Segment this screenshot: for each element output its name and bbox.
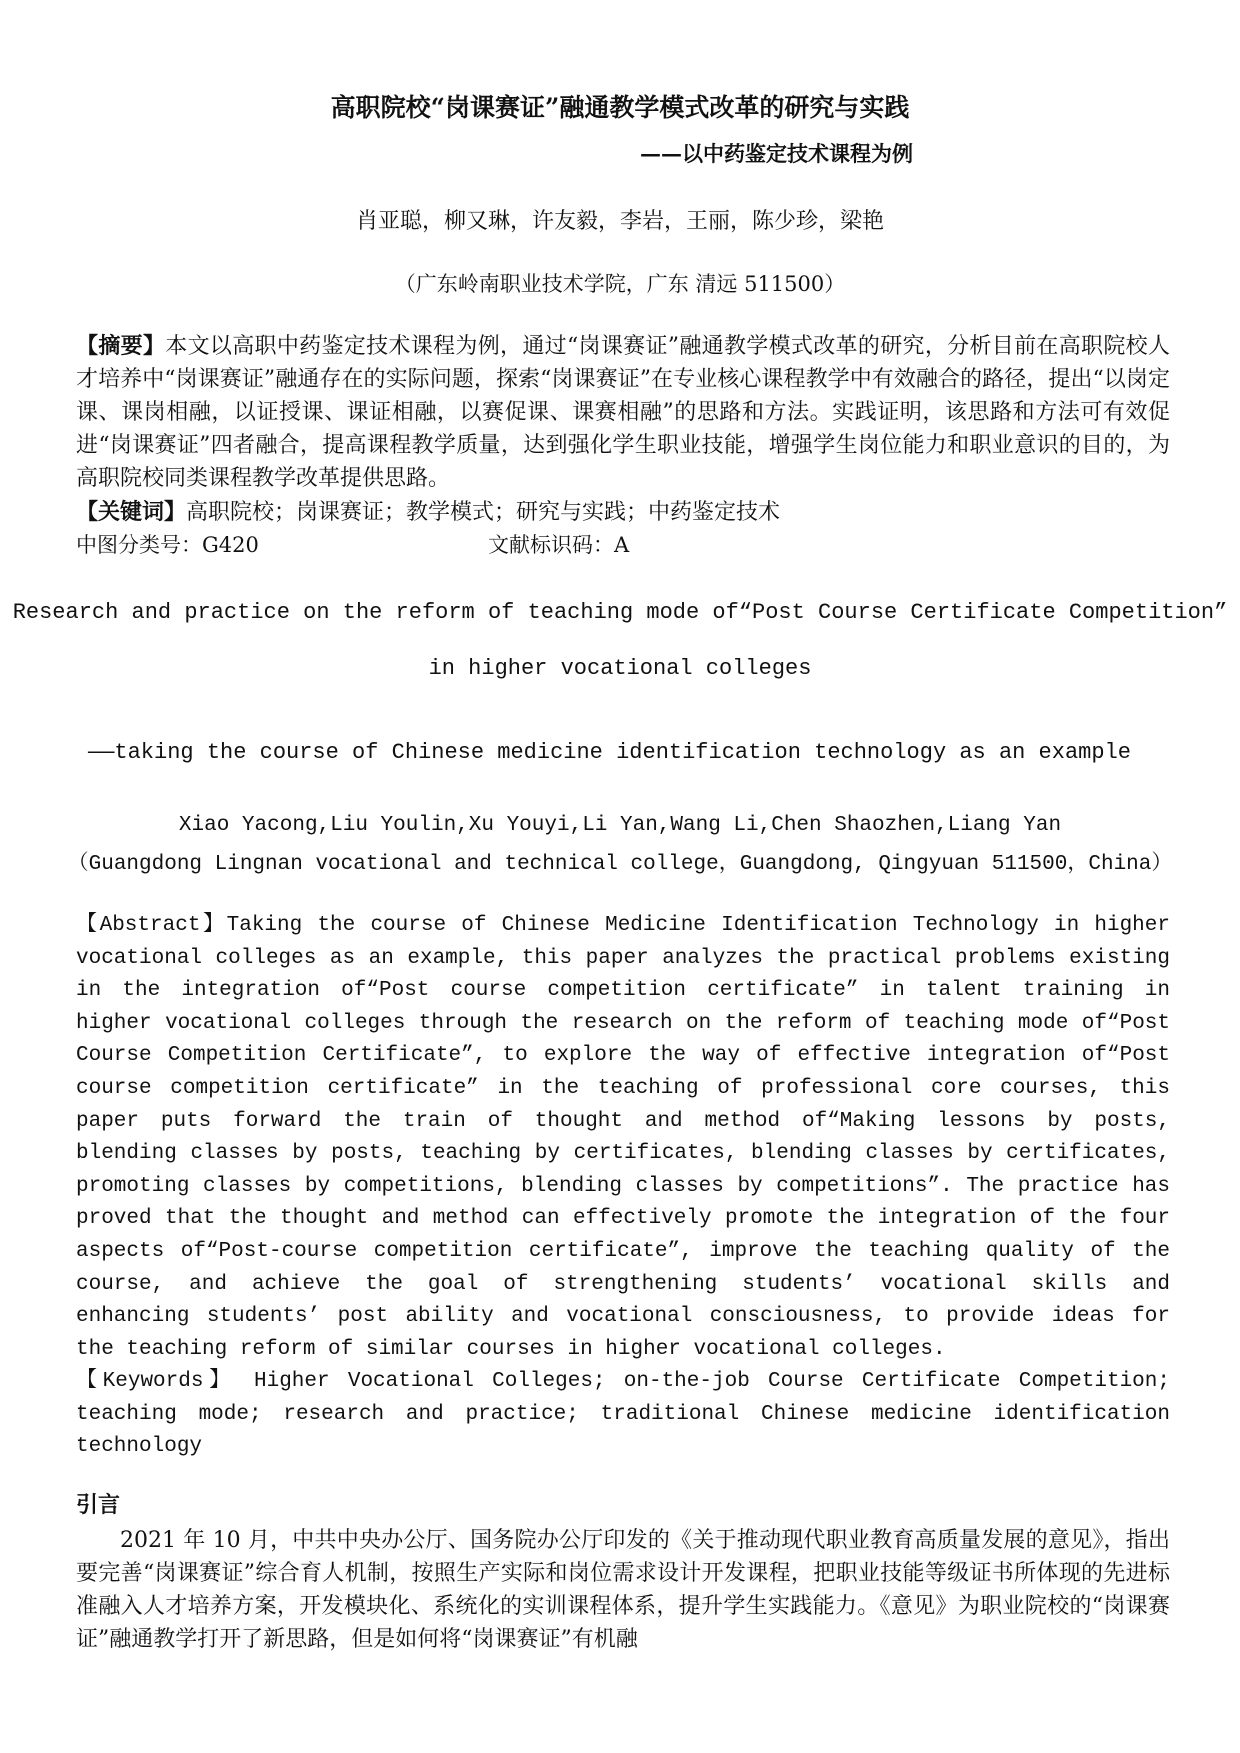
paper-subtitle: ——以中药鉴定技术课程为例 — [640, 141, 913, 166]
intro-paragraph: 2021 年 10 月，中共中央办公厅、国务院办公厅印发的《关于推动现代职业教育高质量发展的意见》，指出要完善“岗课赛证”综合育人机制，按照生产实际和岗位需求设计开发课程，把职业技能等级证书所体现的先进标准融入人才培养方案，开发模块化、系统化的实训课程体系，提升学生实践能力。《意见》为职业院校的“岗课赛证”融通教学打开了新思路，但是如何将“岗课赛证”有机融 — [76, 1528, 1170, 1652]
classification-number: 中图分类号：G420 — [76, 533, 259, 557]
abstract-cn — [76, 330, 1170, 495]
english-affiliation: （Guangdong Lingnan vocational and technical college，Guangdong, Qingyuan 511500，China） — [67, 853, 1173, 876]
keywords-en-text: Higher Vocational Colleges; on-the-job Course Certificate Competition; teaching mode; research and practice; traditional Chinese medicine identification technology — [76, 1370, 1170, 1459]
document-code: 文献标识码：A — [488, 533, 630, 557]
keywords-en — [76, 1366, 1170, 1464]
english-title-line-2: in higher vocational colleges — [428, 656, 812, 681]
author-list: 肖亚聪，柳又琳，许友毅，李岩，王丽，陈少珍，梁艳 — [355, 209, 884, 234]
english-author-list: Xiao Yacong,Liu Youlin,Xu Youyi,Li Yan,Wang Li,Chen Shaozhen,Liang Yan — [178, 814, 1062, 837]
keywords-cn — [76, 496, 1170, 529]
english-title-line-1: Research and practice on the reform of teaching mode of“Post Course Certificate Competition” — [12, 600, 1228, 625]
abstract-en-label: 【Abstract】 — [76, 914, 227, 937]
abstract-cn-text: 本文以高职中药鉴定技术课程为例，通过“岗课赛证”融通教学模式改革的研究，分析目前在高职院校人才培养中“岗课赛证”融通存在的实际问题，探索“岗课赛证”在专业核心课程教学中有效融合的路径，提出“以岗定课、课岗相融，以证授课、课证相融，以赛促课、课赛相融”的思路和方法。实践证明，该思路和方法可有效促进“岗课赛证”四者融合，提高课程教学质量，达到强化学生职业技能，增强学生岗位能力和职业意识的目的，为高职院校同类课程教学改革提供思路。 — [76, 334, 1170, 491]
affiliation: （广东岭南职业技术学院，广东 清远 511500） — [394, 272, 846, 296]
keywords-cn-text: 高职院校；岗课赛证；教学模式；研究与实践；中药鉴定技术 — [186, 500, 781, 525]
section-heading-intro: 引言 — [76, 1492, 121, 1518]
keywords-cn-label: 【关键词】 — [76, 499, 187, 525]
abstract-en-text: Taking the course of Chinese Medicine Identification Technology in higher vocational colleges as an example, this paper analyzes the practical problems existing in the integration of“Post course competition certificate” in talent training in higher vocational colleges through the research on the reform of teaching mode of“Post Course Competition Certificate”, to explore the way of effective integration of“Post course competition certificate” in the teaching of professional core courses, this paper puts forward the train of thought and method of“Making lessons by posts, blending classes by posts, teaching by certificates, blending classes by certificates, promoting classes by competitions, blending classes by competitions”. The practice has proved that the thought and method can effectively promote the integration of the four aspects of“Post-course competition certificate”, improve the teaching quality of the course, and achieve the goal of strengthening students’ vocational skills and enhancing students’ post ability and vocational consciousness, to provide ideas for the teaching reform of similar courses in higher vocational colleges. — [76, 914, 1170, 1361]
abstract-en — [76, 910, 1170, 1366]
keywords-en-label: 【Keywords】 — [76, 1370, 236, 1393]
english-subtitle: ——taking the course of Chinese medicine identification technology as an example — [88, 740, 1131, 765]
abstract-cn-label: 【摘要】 — [76, 333, 166, 359]
paper-title: 高职院校“岗课赛证”融通教学模式改革的研究与实践 — [330, 93, 910, 122]
